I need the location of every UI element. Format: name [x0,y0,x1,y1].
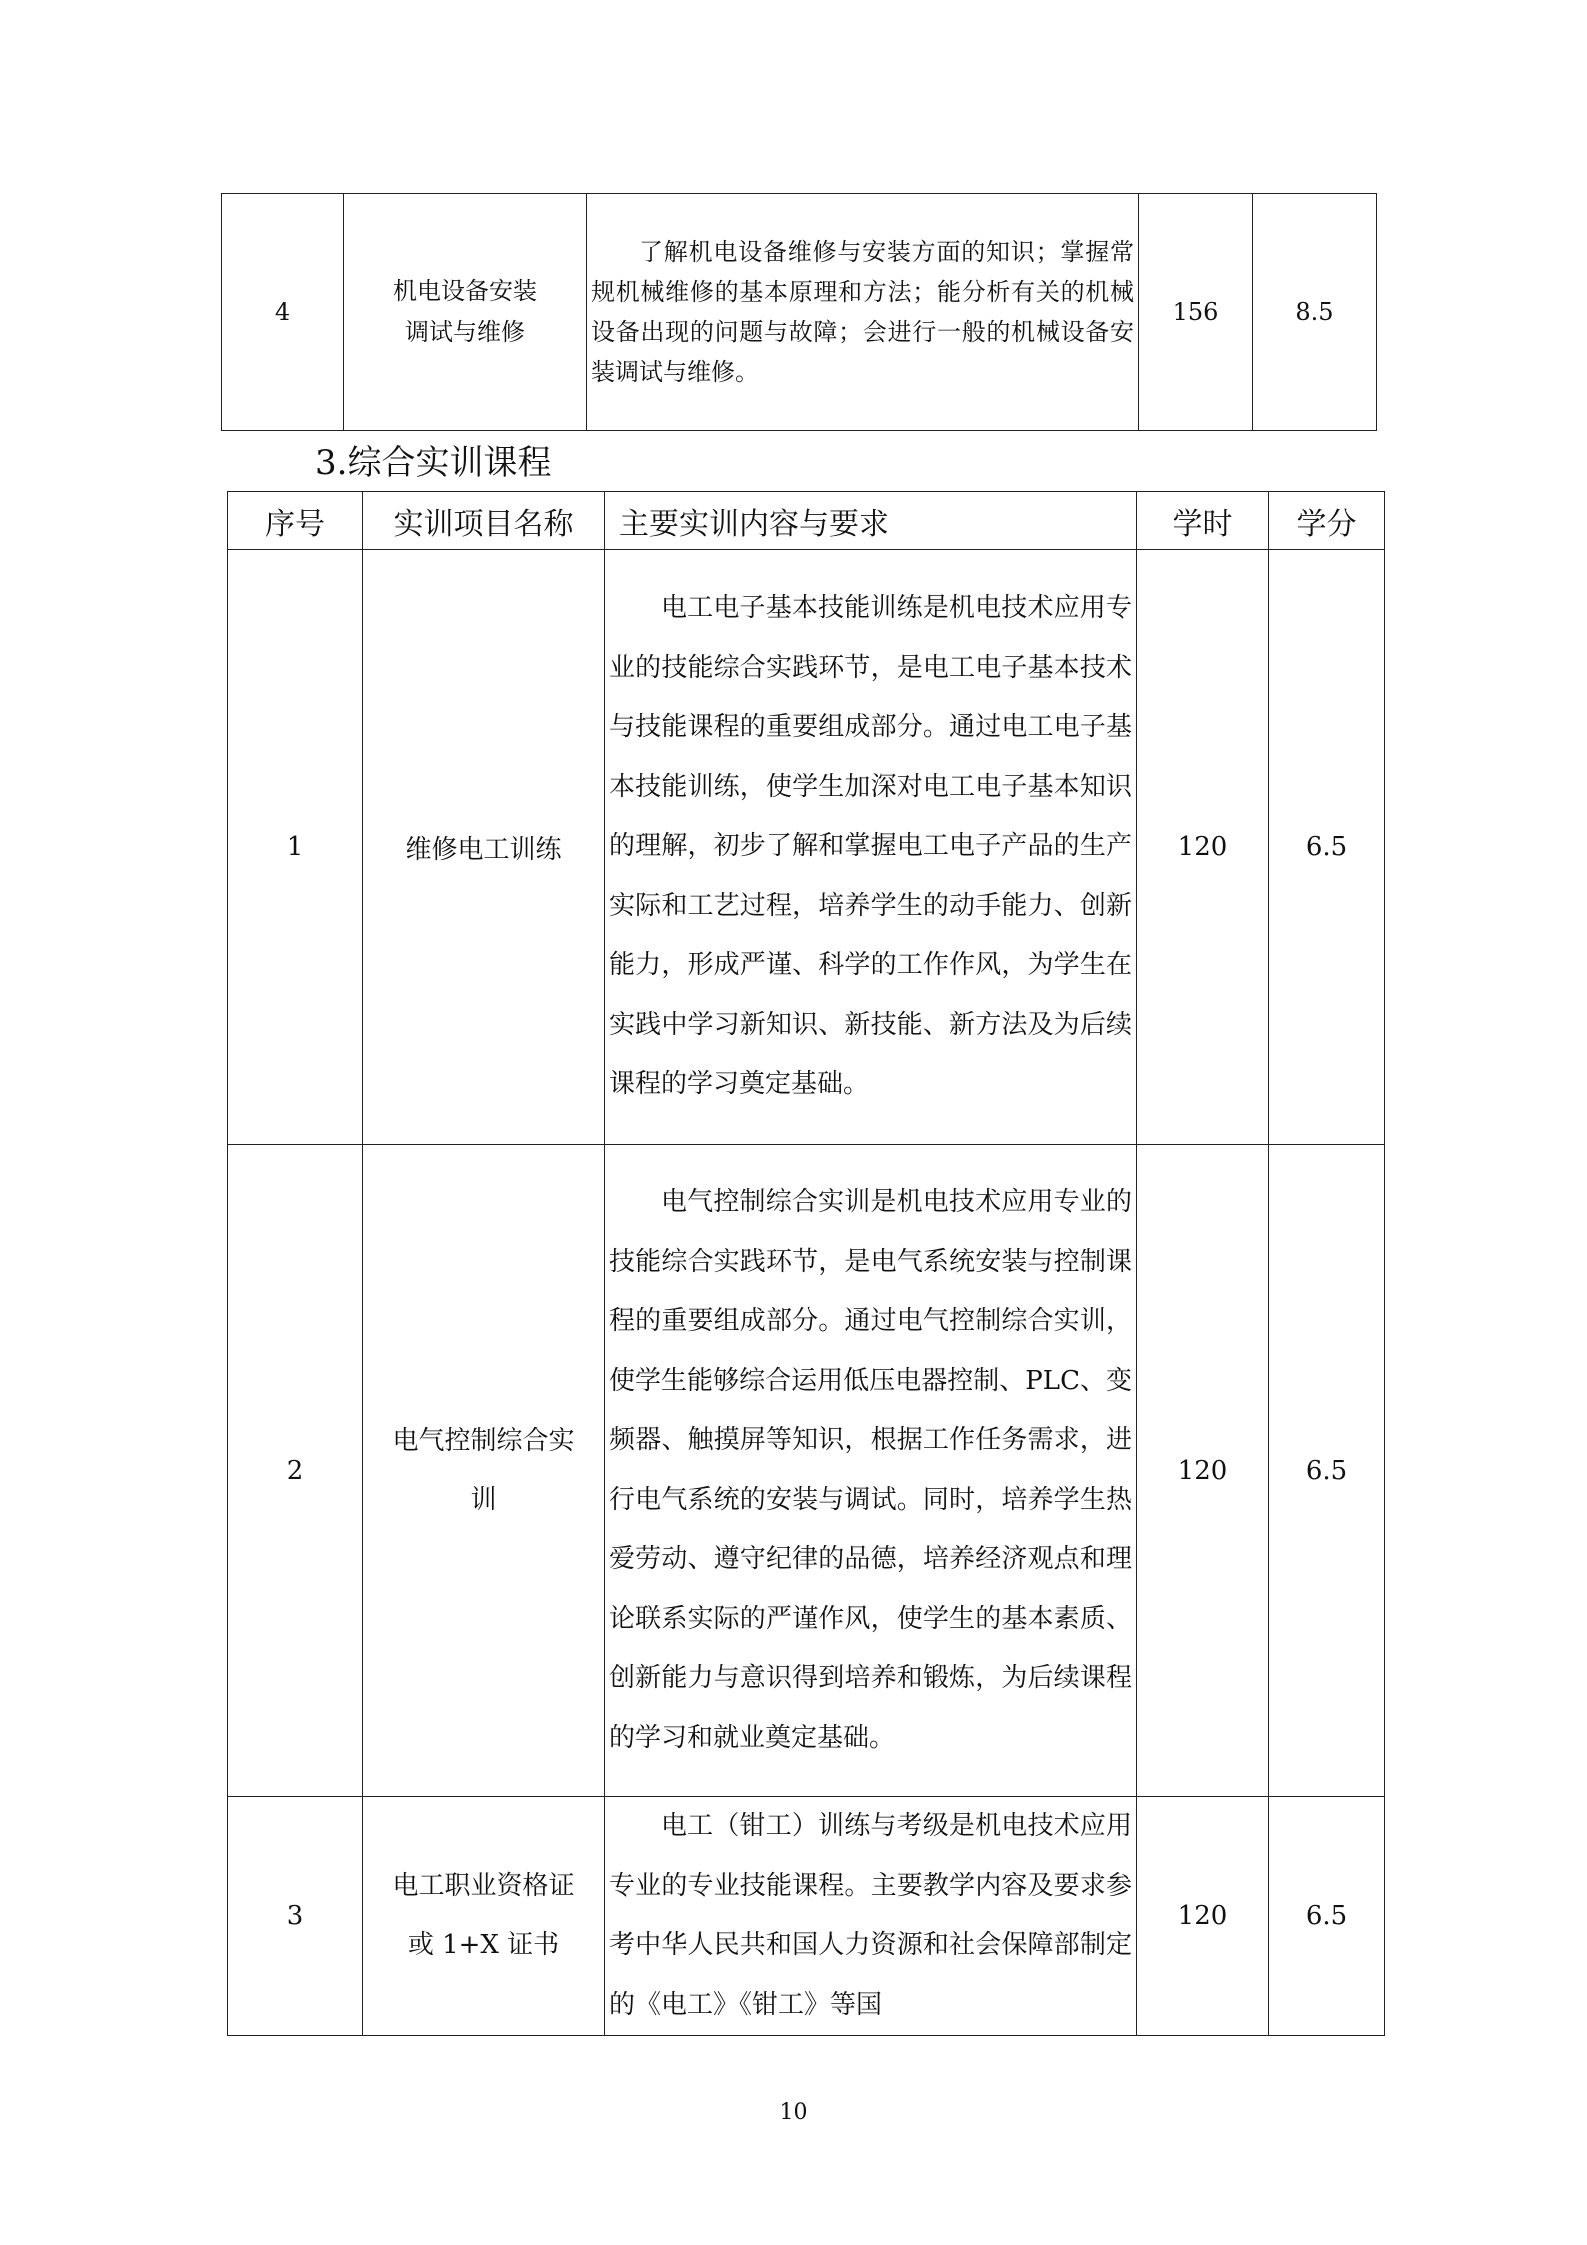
training-credits: 6.5 [1269,550,1385,1145]
header-name: 实训项目名称 [363,492,605,550]
page-number: 10 [779,2100,808,2125]
training-credits: 6.5 [1269,1797,1385,2036]
section-heading: 3.综合实训课程 [315,443,552,483]
table-row [228,1797,1385,2036]
course-name: 机电设备安装调试与维修 [344,194,587,431]
training-content: 电工（钳工）训练与考级是机电技术应用专业的专业技能课程。主要教学内容及要求参考中华人民共和国人力资源和社会保障部制定的《电工》《钳工》等国 [605,1797,1137,2036]
table-row [228,550,1385,1145]
course-hours: 156 [1139,194,1253,431]
training-course-table [227,491,1385,2036]
row-index: 3 [228,1797,363,2036]
course-content: 了解机电设备维修与安装方面的知识；掌握常规机械维修的基本原理和方法；能分析有关的机械设备出现的问题与故障；会进行一般的机械设备安装调试与维修。 [587,194,1139,431]
training-credits: 6.5 [1269,1145,1385,1797]
table-header-row [228,492,1385,550]
row-index: 2 [228,1145,363,1797]
header-credits: 学分 [1269,492,1385,550]
training-hours: 120 [1137,1797,1269,2036]
header-hours: 学时 [1137,492,1269,550]
header-index: 序号 [228,492,363,550]
table-row [228,1145,1385,1797]
training-name: 电工职业资格证或 1+X 证书 [363,1797,605,2036]
training-content: 电气控制综合实训是机电技术应用专业的技能综合实践环节，是电气系统安装与控制课程的重要组成部分。通过电气控制综合实训，使学生能够综合运用低压电器控制、PLC、变频器、触摸屏等知识，根据工作任务需求，进行电气系统的安装与调试。同时，培养学生热爱劳动、遵守纪律的品德，培养经济观点和理论联系实际的严谨作风，使学生的基本素质、创新能力与意识得到培养和锻炼，为后续课程的学习和就业奠定基础。 [605,1145,1137,1797]
course-table-continued [221,193,1377,431]
training-name: 维修电工训练 [363,550,605,1145]
course-credits: 8.5 [1253,194,1377,431]
training-content: 电工电子基本技能训练是机电技术应用专业的技能综合实践环节，是电工电子基本技术与技能课程的重要组成部分。通过电工电子基本技能训练，使学生加深对电工电子基本知识的理解，初步了解和掌握电工电子产品的生产实际和工艺过程，培养学生的动手能力、创新能力，形成严谨、科学的工作作风，为学生在实践中学习新知识、新技能、新方法及为后续课程的学习奠定基础。 [605,550,1137,1145]
header-content: 主要实训内容与要求 [605,492,1137,550]
training-hours: 120 [1137,1145,1269,1797]
row-index: 4 [222,194,344,431]
training-name: 电气控制综合实训 [363,1145,605,1797]
row-index: 1 [228,550,363,1145]
table-row [222,194,1377,431]
training-hours: 120 [1137,550,1269,1145]
